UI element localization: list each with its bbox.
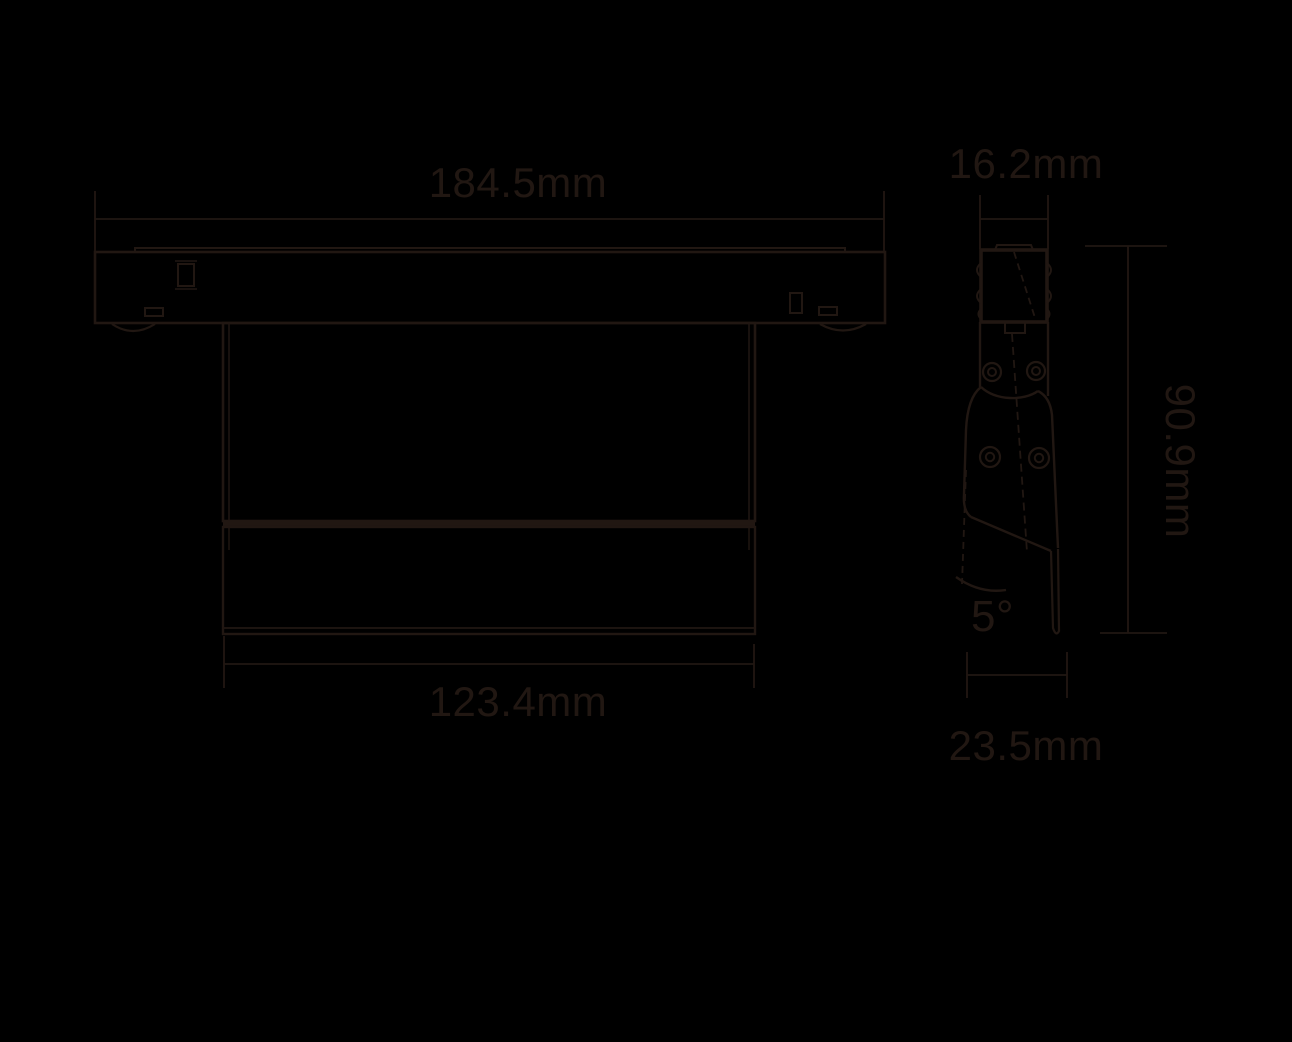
head-depth-label: 23.5mm xyxy=(948,722,1104,769)
dimension-overall-height xyxy=(1085,246,1204,633)
left-switch xyxy=(178,264,194,286)
overall-height-label: 90.9mm xyxy=(1157,383,1204,539)
head-front-face xyxy=(971,517,1051,551)
housing-outline xyxy=(223,323,755,521)
left-roller xyxy=(112,324,155,331)
yoke xyxy=(980,322,1048,396)
head-left-edge xyxy=(964,387,981,517)
right-roller xyxy=(820,324,866,331)
overall-width-label: 184.5mm xyxy=(428,159,608,206)
adapter-outline xyxy=(981,250,1047,322)
body-width-label: 123.4mm xyxy=(428,678,608,725)
lens-frame xyxy=(223,527,755,634)
adapter-dashed-line xyxy=(1014,252,1036,321)
lamp-housing xyxy=(223,323,755,527)
right-tab xyxy=(819,307,837,315)
track-adapter xyxy=(977,245,1051,322)
track-body xyxy=(95,248,885,331)
right-switch xyxy=(790,293,802,313)
dimension-adapter-width xyxy=(949,140,1104,249)
head-right-edge xyxy=(1038,391,1058,548)
screw xyxy=(980,447,1000,467)
side-view xyxy=(949,140,1204,769)
screw-center xyxy=(986,453,994,461)
track-body-outline xyxy=(95,252,885,323)
lamp-head xyxy=(956,334,1059,641)
dimension-body-width xyxy=(224,636,754,725)
adapter-width-label: 16.2mm xyxy=(948,140,1104,187)
screw xyxy=(1027,362,1045,380)
screw xyxy=(1029,448,1049,468)
screw-center xyxy=(1035,454,1043,462)
front-view xyxy=(95,159,885,725)
dimension-head-depth xyxy=(949,652,1104,769)
tilt-angle-label: 5° xyxy=(971,592,1015,641)
head-front-rim xyxy=(1051,549,1059,633)
screw-center xyxy=(988,368,996,376)
tilt-axis-dashed-line xyxy=(1012,334,1027,552)
screw-center xyxy=(1032,367,1040,375)
tilt-angle-arc xyxy=(956,577,1006,591)
dimension-overall-width xyxy=(95,159,884,251)
left-tab xyxy=(145,308,163,316)
lens-outline xyxy=(223,527,755,634)
screw xyxy=(983,363,1001,381)
head-dome-top xyxy=(981,387,1038,398)
